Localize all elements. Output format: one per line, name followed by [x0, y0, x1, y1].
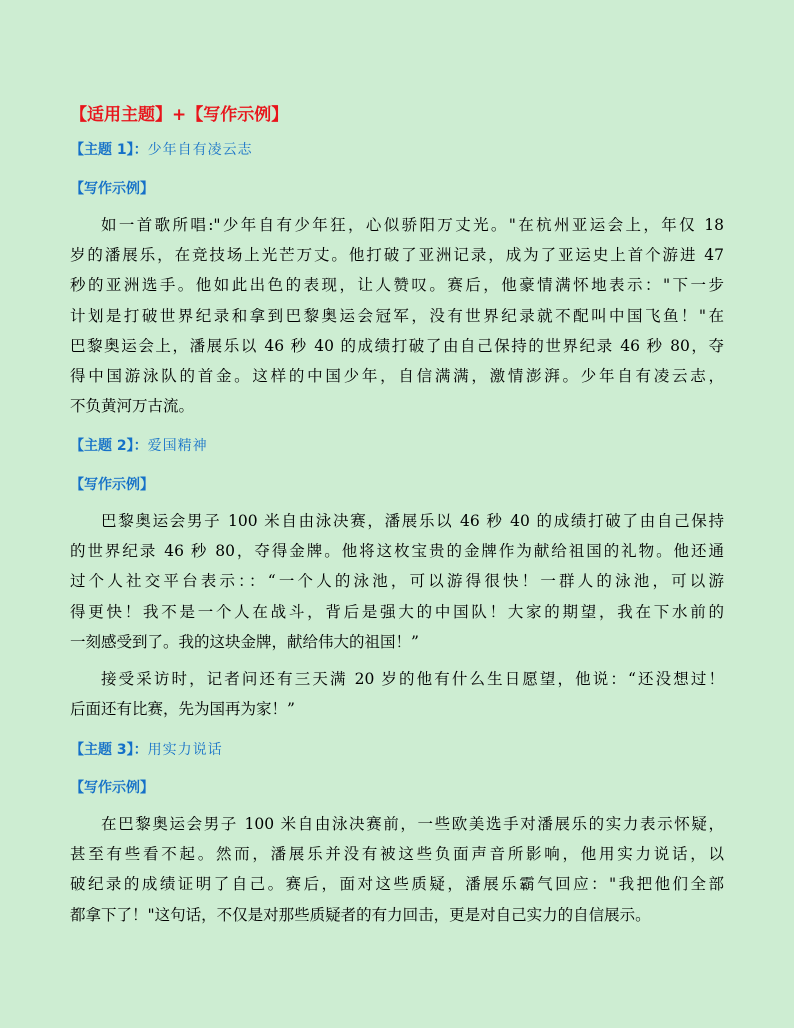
text-line: 破纪录的成绩证明了自己。赛后，面对这些质疑，潘展乐霸气回应："我把他们全部 — [70, 875, 724, 894]
text-line: 不负黄河万古流。 — [70, 397, 195, 416]
text-line: 都拿下了！"这句话，不仅是对那些质疑者的有力回击，更是对自己实力的自信展示。 — [70, 905, 651, 924]
example-paragraph-4 — [70, 809, 724, 930]
theme-heading-2 — [70, 435, 208, 455]
theme-heading-3 — [70, 739, 223, 759]
text-line: 如一首歌所唱:"少年自有少年狂，心似骄阳万丈光。"在杭州亚运会上，年仅 18 — [101, 216, 724, 234]
theme-heading-1 — [70, 139, 253, 159]
text-line: 巴黎奥运会男子 100 米自由泳决赛，潘展乐以 46 秒 40 的成绩打破了由自己保持 — [101, 512, 724, 530]
theme-title: 爱国精神 — [147, 438, 208, 454]
text-line: 接受采访时，记者问还有三天满 20 岁的他有什么生日愿望，他说：“还没想过！ — [101, 670, 724, 688]
example-label-2: 【写作示例】 — [70, 477, 154, 493]
example-label-3: 【写作示例】 — [70, 780, 154, 796]
text-line: 后面还有比赛，先为国再为家！” — [70, 700, 295, 719]
text-line: 在巴黎奥运会男子 100 米自由泳决赛前，一些欧美选手对潘展乐的实力表示怀疑， — [101, 815, 724, 833]
text-line: 的世界纪录 46 秒 80，夺得金牌。他将这枚宝贵的金牌作为献给祖国的礼物。他还通 — [70, 542, 724, 561]
text-line: 过个人社交平台表示：：“一个人的泳池，可以游得很快！一群人的泳池，可以游 — [70, 572, 724, 591]
example-paragraph-3 — [70, 664, 724, 724]
text-line: 巴黎奥运会上，潘展乐以 46 秒 40 的成绩打破了由自己保持的世界纪录 46 秒 80，夺 — [70, 336, 724, 355]
theme-label: 【主题 1】： — [70, 142, 148, 158]
text-line: 一刻感受到了。我的这块金牌，献给伟大的祖国！” — [70, 632, 419, 651]
text-line: 计划是打破世界纪录和拿到巴黎奥运会冠军，没有世界纪录就不配叫中国飞鱼！"在 — [70, 306, 724, 325]
text-line: 得更快！我不是一个人在战斗，背后是强大的中国队！大家的期望，我在下水前的 — [70, 602, 724, 621]
text-line: 岁的潘展乐，在竞技场上光芒万丈。他打破了亚洲记录，成为了亚运史上首个游进 47 — [70, 246, 724, 265]
example-label-1: 【写作示例】 — [70, 181, 154, 197]
text-line: 得中国游泳队的首金。这样的中国少年，自信满满，激情澎湃。少年自有凌云志， — [70, 367, 724, 386]
text-line: 甚至有些看不起。然而，潘展乐并没有被这些负面声音所影响，他用实力说话，以 — [70, 845, 724, 864]
theme-title: 用实力说话 — [147, 742, 223, 758]
theme-title: 少年自有凌云志 — [147, 142, 253, 158]
main-title: 【适用主题】+【写作示例】 — [70, 105, 289, 125]
example-paragraph-2 — [70, 506, 724, 657]
example-paragraph-1 — [70, 210, 724, 421]
theme-label: 【主题 3】： — [70, 742, 148, 758]
text-line: 秒的亚洲选手。他如此出色的表现，让人赞叹。赛后，他豪情满怀地表示："下一步 — [70, 276, 724, 295]
theme-label: 【主题 2】： — [70, 438, 148, 454]
